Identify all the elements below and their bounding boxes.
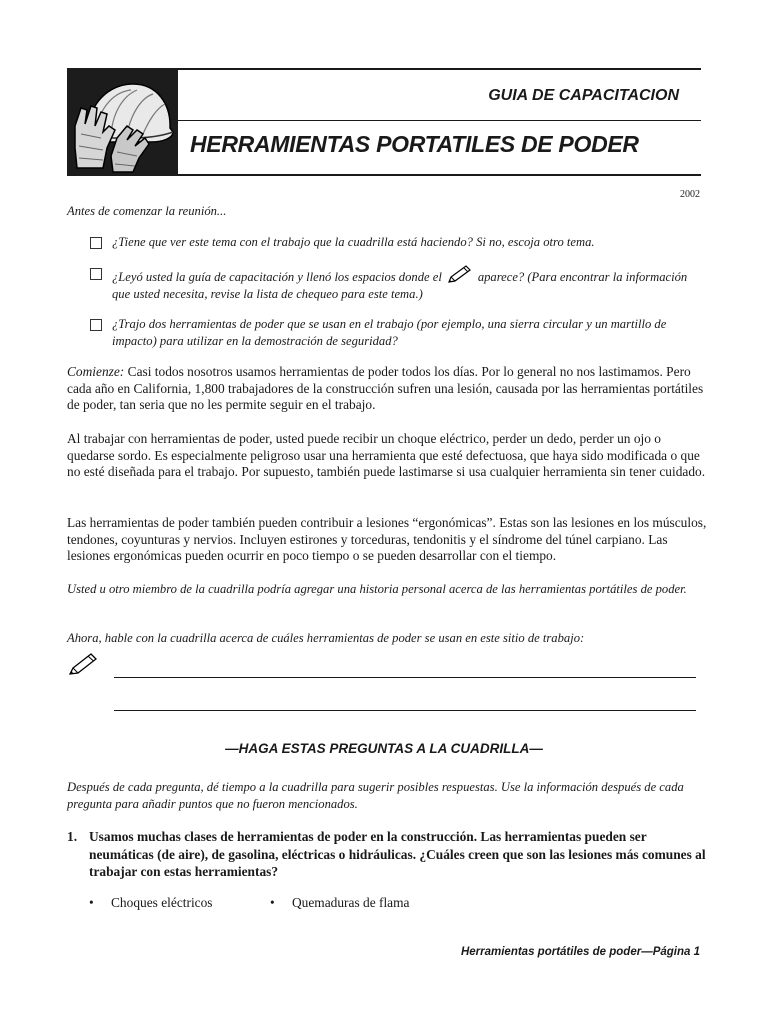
paragraph-ergonomic: Las herramientas de poder también pueden contribuir a lesiones “ergonómicas”. Estas son las lesiones en los músculos, tendones, coyunturas y nervios. Incluyen estirones y torceduras, tendonitis y el síndrome del túnel carpiano. Las lesiones ergonómicas pueden ocurrir en poco tiempo o se pueden desarrollar con el tiempo. — [67, 515, 707, 563]
checklist-item — [90, 265, 690, 303]
checklist-item-text — [90, 265, 690, 303]
pencil-icon — [446, 265, 474, 285]
bullet-icon: • — [270, 895, 275, 910]
answer-bullet — [270, 895, 410, 911]
header-top-rule — [178, 68, 701, 70]
checkbox-icon[interactable] — [90, 319, 102, 331]
checklist-item-text-after: aparece? (Para encontrar la información que usted necesita, revise la lista de chequeo para este tema.) — [112, 270, 688, 301]
pencil-icon — [67, 652, 99, 678]
page-footer: Herramientas portátiles de poder—Página 1 — [460, 946, 700, 958]
discussion-prompt: Ahora, hable con la cuadrilla acerca de cuáles herramientas de poder se usan en este sitio de trabajo: — [67, 631, 585, 645]
start-paragraph — [67, 364, 707, 414]
story-note: Usted u otro miembro de la cuadrilla podría agregar una historia personal acerca de las herramientas portátiles de poder. — [67, 582, 687, 596]
start-text: Casi todos nosotros usamos herramientas de poder todos los días. Por lo general no nos lastimamos. Pero cada año en California, 1,800 trabajadores de la construcción sufren una lesión, causada por las herramientas portátiles de poder, tan seria que no les permite seguir en el trabajo. — [67, 364, 704, 412]
bullet-icon: • — [89, 895, 94, 910]
paragraph-risks: Al trabajar con herramientas de poder, usted puede recibir un choque eléctrico, perder un dedo, perder un ojo o quedarse sordo. Es especialmente peligroso usar una herramienta que esté defectuosa, que haya sido modificada o que no esté diseñada para el trabajo. Por supuesto, también puede lastimarse si usa cualquier herramienta sin tener cuidado. — [67, 431, 706, 479]
answer-line[interactable] — [114, 677, 696, 678]
question-item — [67, 828, 707, 881]
questions-heading: —HAGA ESTAS PREGUNTAS A LA CUADRILLA— — [225, 741, 543, 756]
answer-text: Quemaduras de flama — [292, 895, 410, 910]
year-label: 2002 — [680, 189, 700, 200]
checklist-item-text: ¿Tiene que ver este tema con el trabajo que la cuadrilla está haciendo? Si no, escoja otro tema. — [112, 235, 595, 249]
questions-instructions: Después de cada pregunta, dé tiempo a la cuadrilla para sugerir posibles respuestas. Use la información después de cada pregunta para añadir puntos que no fueron mencionados. — [67, 780, 684, 811]
answer-bullet — [89, 895, 213, 911]
hard-hat-and-gloves-image — [67, 68, 178, 176]
answer-text: Choques eléctricos — [111, 895, 213, 910]
checklist-item — [90, 316, 690, 350]
question-text: Usamos muchas clases de herramientas de poder en la construcción. Las herramientas pueden ser neumáticas (de aire), de gasolina, eléctricas o hidráulicas. ¿Cuáles creen que son las lesiones más comunes al trabajar con estas herramientas? — [89, 829, 706, 879]
checklist-item-text-before: ¿Leyó usted la guía de capacitación y llenó los espacios donde el — [112, 270, 442, 284]
checklist-item — [90, 234, 690, 251]
page-title: HERRAMIENTAS PORTATILES DE PODER — [190, 131, 639, 157]
checklist-item-text: ¿Trajo dos herramientas de poder que se usan en el trabajo (por ejemplo, una sierra circular y un martillo de impacto) para utilizar en la demostración de seguridad? — [112, 317, 667, 348]
answer-line[interactable] — [114, 710, 696, 711]
checkbox-icon[interactable] — [90, 268, 102, 280]
start-label: Comienze: — [67, 364, 125, 379]
checkbox-icon[interactable] — [90, 237, 102, 249]
question-number: 1. — [67, 829, 78, 844]
pre-meeting-intro: Antes de comenzar la reunión... — [67, 204, 227, 218]
guide-label: GUIA DE CAPACITACION — [488, 87, 679, 104]
header-middle-rule — [178, 120, 701, 121]
header-bottom-rule — [178, 174, 701, 176]
